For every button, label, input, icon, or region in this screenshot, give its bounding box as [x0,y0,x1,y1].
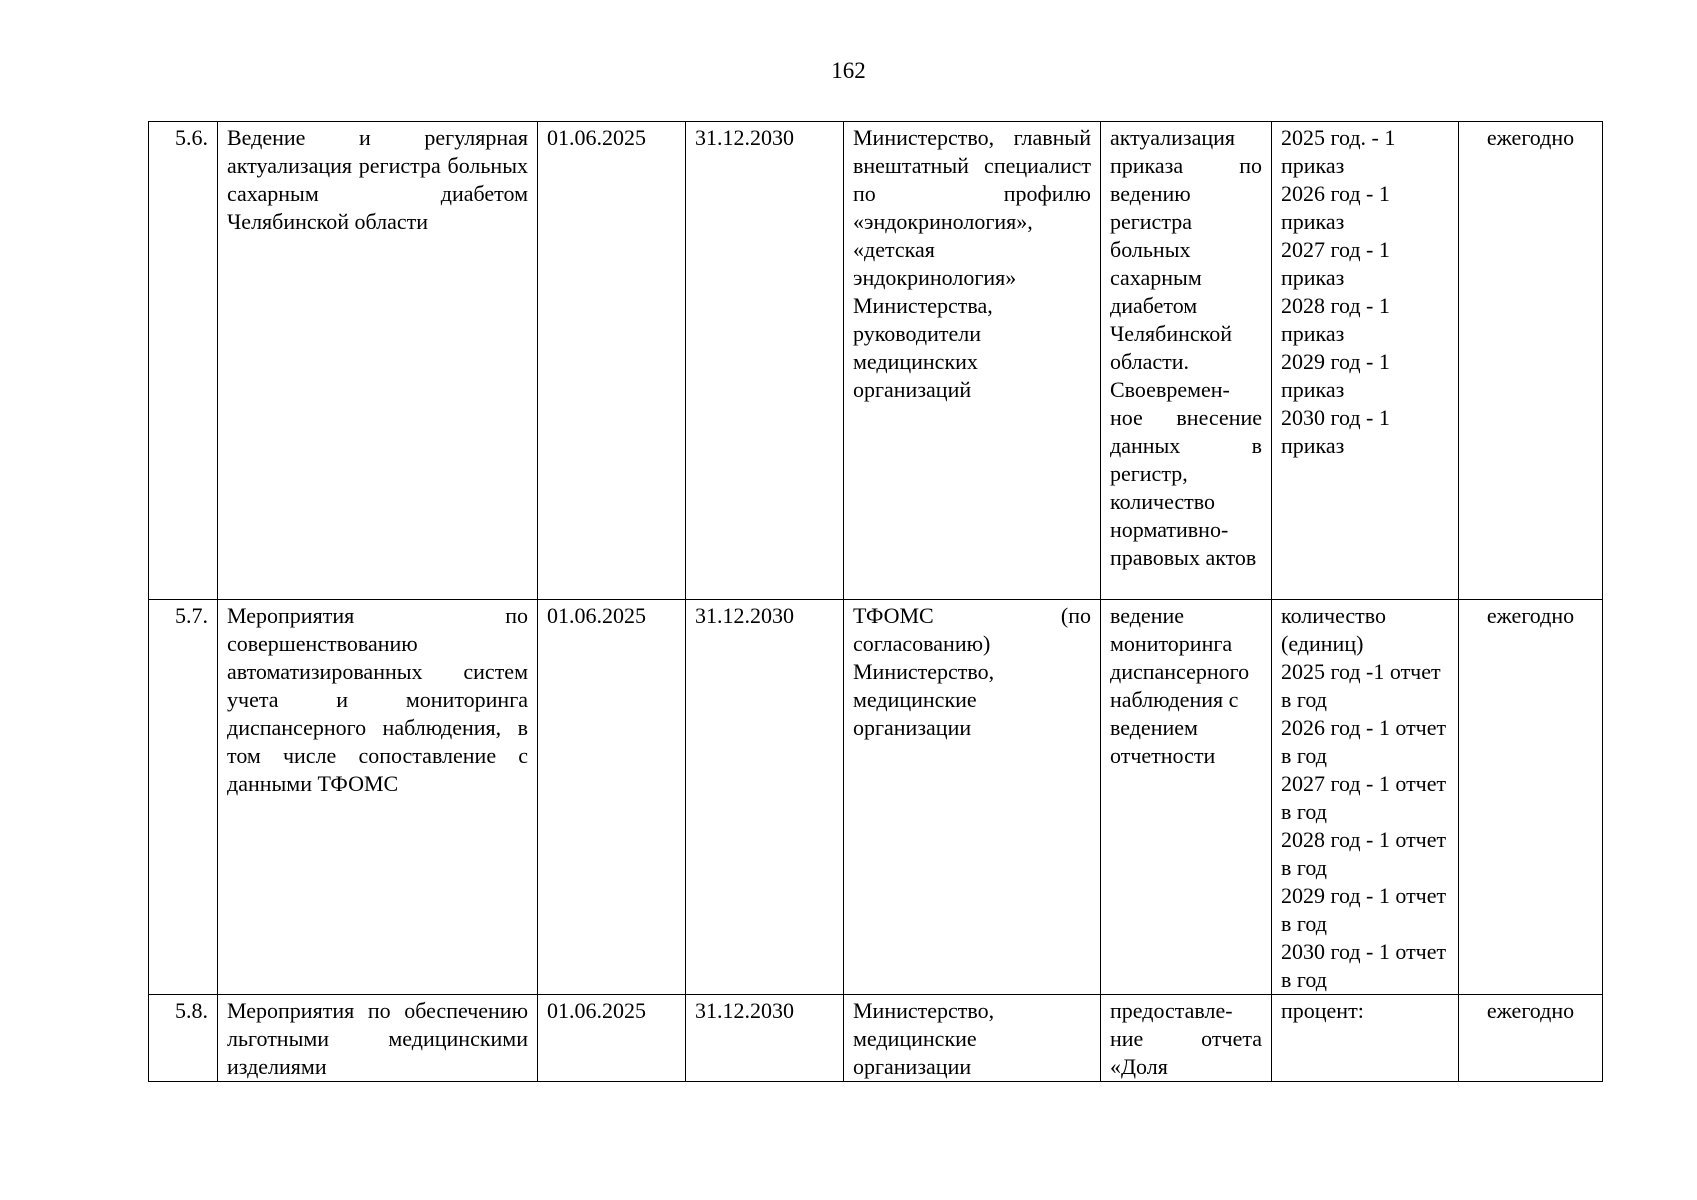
row-number: 5.8. [149,995,218,1082]
activity-title: Мероприятия по обеспечению льготными медицинскими изделиями [218,995,538,1082]
row-number: 5.6. [149,122,218,600]
expected-result: актуализация приказа по ведению регистра больных сахарным диабетом Челябинской области. Своевремен-ное внесение данных в регистр, количество нормативно-правовых актов [1101,122,1272,600]
periodicity: ежегодно [1459,122,1603,600]
activity-title-source: Ведение и регулярная актуализация регистра больных сахарным диабетом Челябинской области [227,125,528,234]
activity-title: Мероприятия по совершенствованию автоматизированных систем учета и мониторинга диспансерного наблюдения, в том числе сопоставление с данными ТФОМС [218,600,538,995]
page-number: 162 [831,58,866,83]
activity-plan-table [148,121,1603,1082]
indicator-item: 2028 год - 1 приказ [1281,293,1390,346]
indicator-item: 2025 год -1 отчет в год [1281,659,1441,712]
start-date: 01.06.2025 [538,122,686,600]
activity-title [218,122,538,600]
end-date: 31.12.2030 [686,995,844,1082]
end-date: 31.12.2030 [686,600,844,995]
indicator-item: 2026 год - 1 приказ [1281,181,1390,234]
indicator-item: 2027 год - 1 приказ [1281,237,1390,290]
executors: Министерство, медицинские организации [844,995,1101,1082]
indicators [1272,995,1459,1082]
executors: Министерство, главный внештатный специалист по профилю «эндокринология», «детская эндокринология» Министерства, руководители медицинских организаций [844,122,1101,600]
indicator-item: процент: [1281,998,1364,1023]
indicator-item: 2026 год - 1 отчет в год [1281,715,1447,768]
periodicity: ежегодно [1459,600,1603,995]
indicator-item: количество (единиц) [1281,603,1387,656]
indicators [1272,122,1459,600]
start-date: 01.06.2025 [538,995,686,1082]
indicator-item: 2030 год - 1 приказ [1281,405,1390,458]
indicator-item: 2029 год - 1 приказ [1281,349,1390,402]
expected-result: предоставле-ние отчета «Доля [1101,995,1272,1082]
start-date: 01.06.2025 [538,600,686,995]
indicator-item: 2025 год. - 1 приказ [1281,125,1396,178]
table-row [149,995,1603,1082]
table-row [149,122,1603,600]
executors: ТФОМС (по согласованию) Министерство, медицинские организации [844,600,1101,995]
indicator-item: 2029 год - 1 отчет в год [1281,883,1447,936]
indicator-item: 2027 год - 1 отчет в год [1281,771,1447,824]
row-number: 5.7. [149,600,218,995]
end-date: 31.12.2030 [686,122,844,600]
indicator-item: 2030 год - 1 отчет в год [1281,939,1447,992]
expected-result: ведение мониторинга диспансерного наблюдения с ведением отчетности [1101,600,1272,995]
periodicity: ежегодно [1459,995,1603,1082]
indicator-item: 2028 год - 1 отчет в год [1281,827,1447,880]
table-row [149,600,1603,995]
indicators [1272,600,1459,995]
